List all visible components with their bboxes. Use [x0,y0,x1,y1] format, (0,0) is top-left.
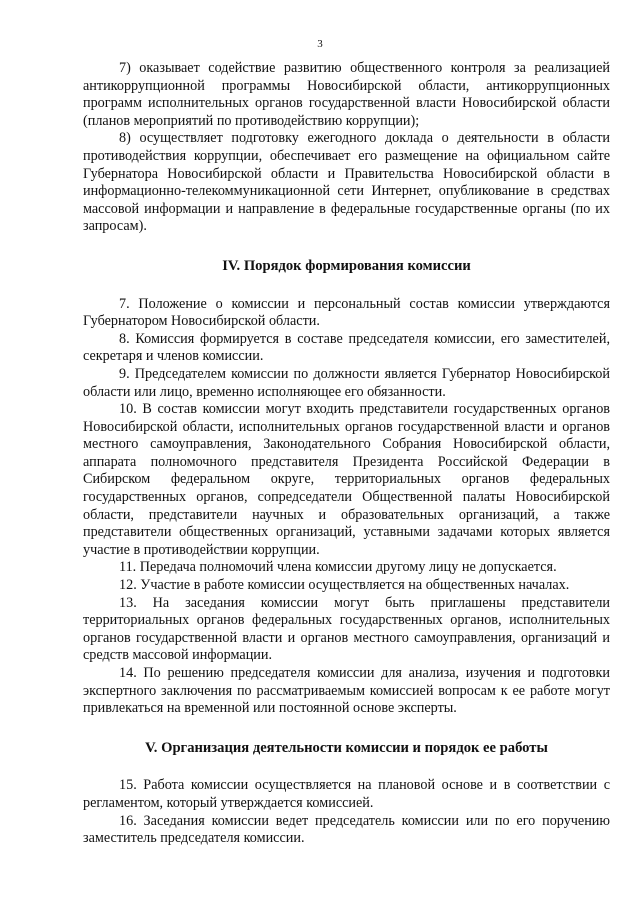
section-heading-v: V. Организация деятельности комиссии и порядок ее работы [145,739,548,756]
section-v-body [83,777,610,847]
paragraph: 7. Положение о комиссии и персональный состав комиссии утверждаются Губернатором Новосибирской области. [83,295,610,330]
page-number: 3 [317,38,323,50]
paragraph: 8) осуществляет подготовку ежегодного доклада о деятельности в области противодействия коррупции, обеспечивает его размещение на официальном сайте Губернатора Новосибирской области и Правительства Новосибирской области в информационно-телекоммуникационной сети Интернет, опубликование в средствах массовой информации и направление в федеральные государственные органы (по их запросам). [83,130,610,235]
paragraph: 13. На заседания комиссии могут быть приглашены представители территориальных органов федеральных государственных органов, исполнительных органов государственной власти и органов местного самоуправления, организаций и средств массовой информации. [83,594,610,664]
document-body [83,60,610,848]
section-heading-iv: IV. Порядок формирования комиссии [222,257,471,274]
paragraph: 9. Председателем комиссии по должности является Губернатор Новосибирской области или лицо, временно исполняющее его обязанности. [83,365,610,400]
paragraph: 8. Комиссия формируется в составе председателя комиссии, его заместителей, секретаря и членов комиссии. [83,330,610,365]
paragraph: 16. Заседания комиссии ведет председатель комиссии или по его поручению заместитель председателя комиссии. [83,812,610,847]
paragraph: 12. Участие в работе комиссии осуществляется на общественных началах. [119,577,570,594]
section-iv-body [83,296,610,718]
paragraph: 15. Работа комиссии осуществляется на плановой основе и в соответствии с регламентом, который утверждается комиссией. [83,777,610,811]
paragraph: 11. Передача полномочий члена комиссии другому лицу не допускается. [119,559,557,576]
paragraph: 10. В состав комиссии могут входить представители государственных органов Новосибирской области, исполнительных органов государственной власти и органов местного самоуправления, Законодательного Собрания Новосибирской области, аппарата полномочного представителя Президента Российской Федерации в Сибирском федеральном округе, территориальных органов федеральных государственных органов, сопредседатели Общественной палаты Новосибирской области, представители научных и образовательных организаций, а также представители общественных организаций, уставными задачами которых является участие в противодействии коррупции. [83,401,610,558]
paragraph: 14. По решению председателя комиссии для анализа, изучения и подготовки экспертного заключения по рассматриваемым комиссией вопросам к ее работе могут привлекаться на временной или постоянной основе эксперты. [83,665,610,717]
paragraph: 7) оказывает содействие развитию общественного контроля за реализацией антикоррупционной программы Новосибирской области, антикоррупционных программ исполнительных органов государственной власти Новосибирской области (планов мероприятий по противодействию коррупции); [83,60,610,129]
